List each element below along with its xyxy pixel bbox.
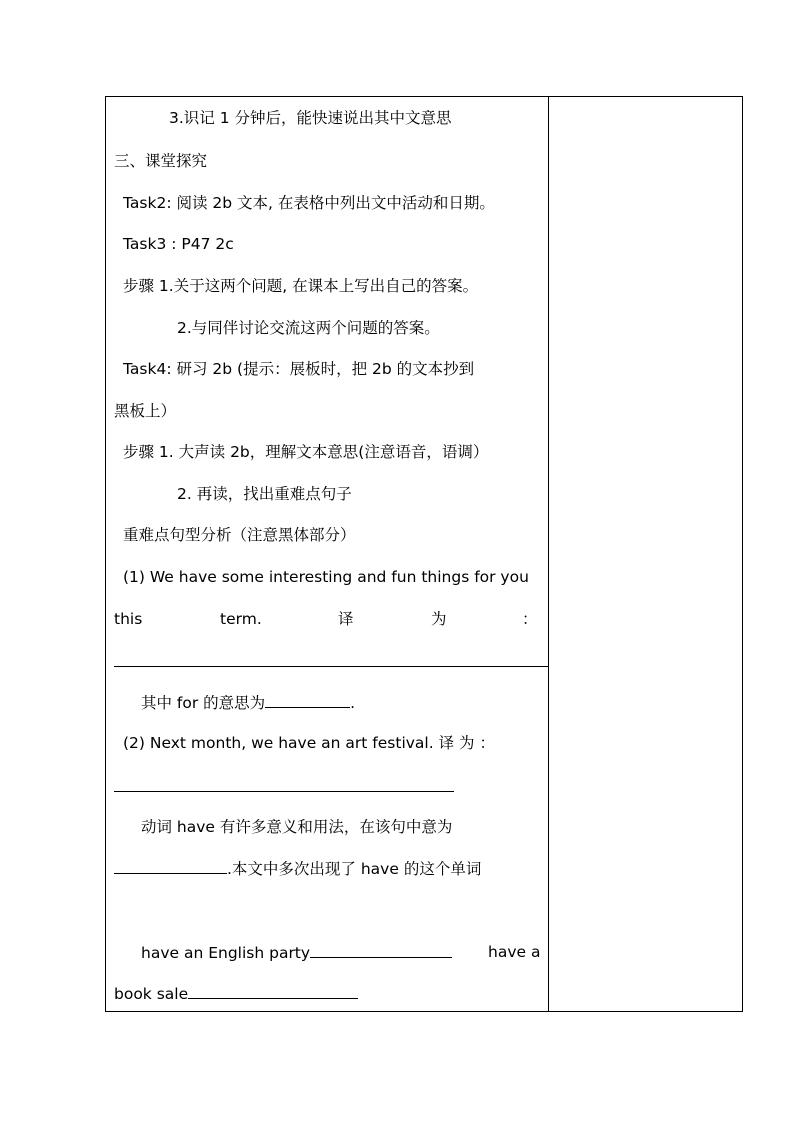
english-party-line [141, 941, 452, 964]
sentence1-word-wei: 为 [431, 610, 447, 628]
sentence1-word-this: this [114, 610, 143, 628]
have-meaning-suffix: .本文中多次出现了 have 的这个单词 [227, 860, 482, 878]
sentence1-colon: ： [522, 610, 538, 628]
sentence1-word-term: term. [220, 610, 262, 628]
for-meaning-line [141, 691, 355, 714]
sentence2-answer-blank[interactable] [114, 791, 454, 792]
task3-text: Task3 : P47 2c [123, 235, 234, 253]
english-party-label: have an English party [141, 944, 311, 962]
for-meaning-label: 其中 for 的意思为 [141, 694, 266, 712]
sentence1-line1: (1) We have some interesting and fun things for you [123, 568, 529, 586]
task4-text-cont: 黑板上） [114, 402, 177, 420]
task2-text: Task2: 阅读 2b 文本, 在表格中列出文中活动和日期。 [123, 194, 495, 212]
english-party-blank[interactable] [310, 941, 452, 958]
task4-step2: 2. 再读，找出重难点句子 [177, 485, 352, 503]
objective-line: 3.识记 1 分钟后，能快速说出其中文意思 [169, 109, 452, 127]
divider-line [114, 666, 548, 667]
have-meaning-blank[interactable] [114, 857, 227, 874]
have-a-text: have a [488, 943, 541, 961]
task3-step2: 2.与同伴讨论交流这两个问题的答案。 [177, 319, 440, 337]
analysis-heading: 重难点句型分析（注意黑体部分） [123, 526, 356, 544]
for-meaning-blank[interactable] [265, 691, 350, 708]
sentence2-line: (2) Next month, we have an art festival. 译 为 ： [123, 734, 495, 752]
section-heading: 三、课堂探究 [114, 152, 208, 170]
task4-text: Task4: 研习 2b (提示：展板时，把 2b 的文本抄到 [123, 360, 475, 378]
book-sale-label: book sale [114, 985, 189, 1003]
have-meaning-line1: 动词 have 有许多意义和用法，在该句中意为 [141, 818, 453, 836]
task4-step1: 步骤 1. 大声读 2b，理解文本意思(注意语音，语调） [123, 443, 489, 461]
task3-step1: 步骤 1.关于这两个问题, 在课本上写出自己的答案。 [123, 277, 479, 295]
have-meaning-line2 [114, 857, 481, 880]
column-divider [548, 96, 549, 1012]
for-meaning-suffix: . [350, 694, 356, 712]
book-sale-blank[interactable] [188, 982, 358, 999]
sentence1-word-yi: 译 [338, 610, 354, 628]
book-sale-line [114, 982, 358, 1005]
